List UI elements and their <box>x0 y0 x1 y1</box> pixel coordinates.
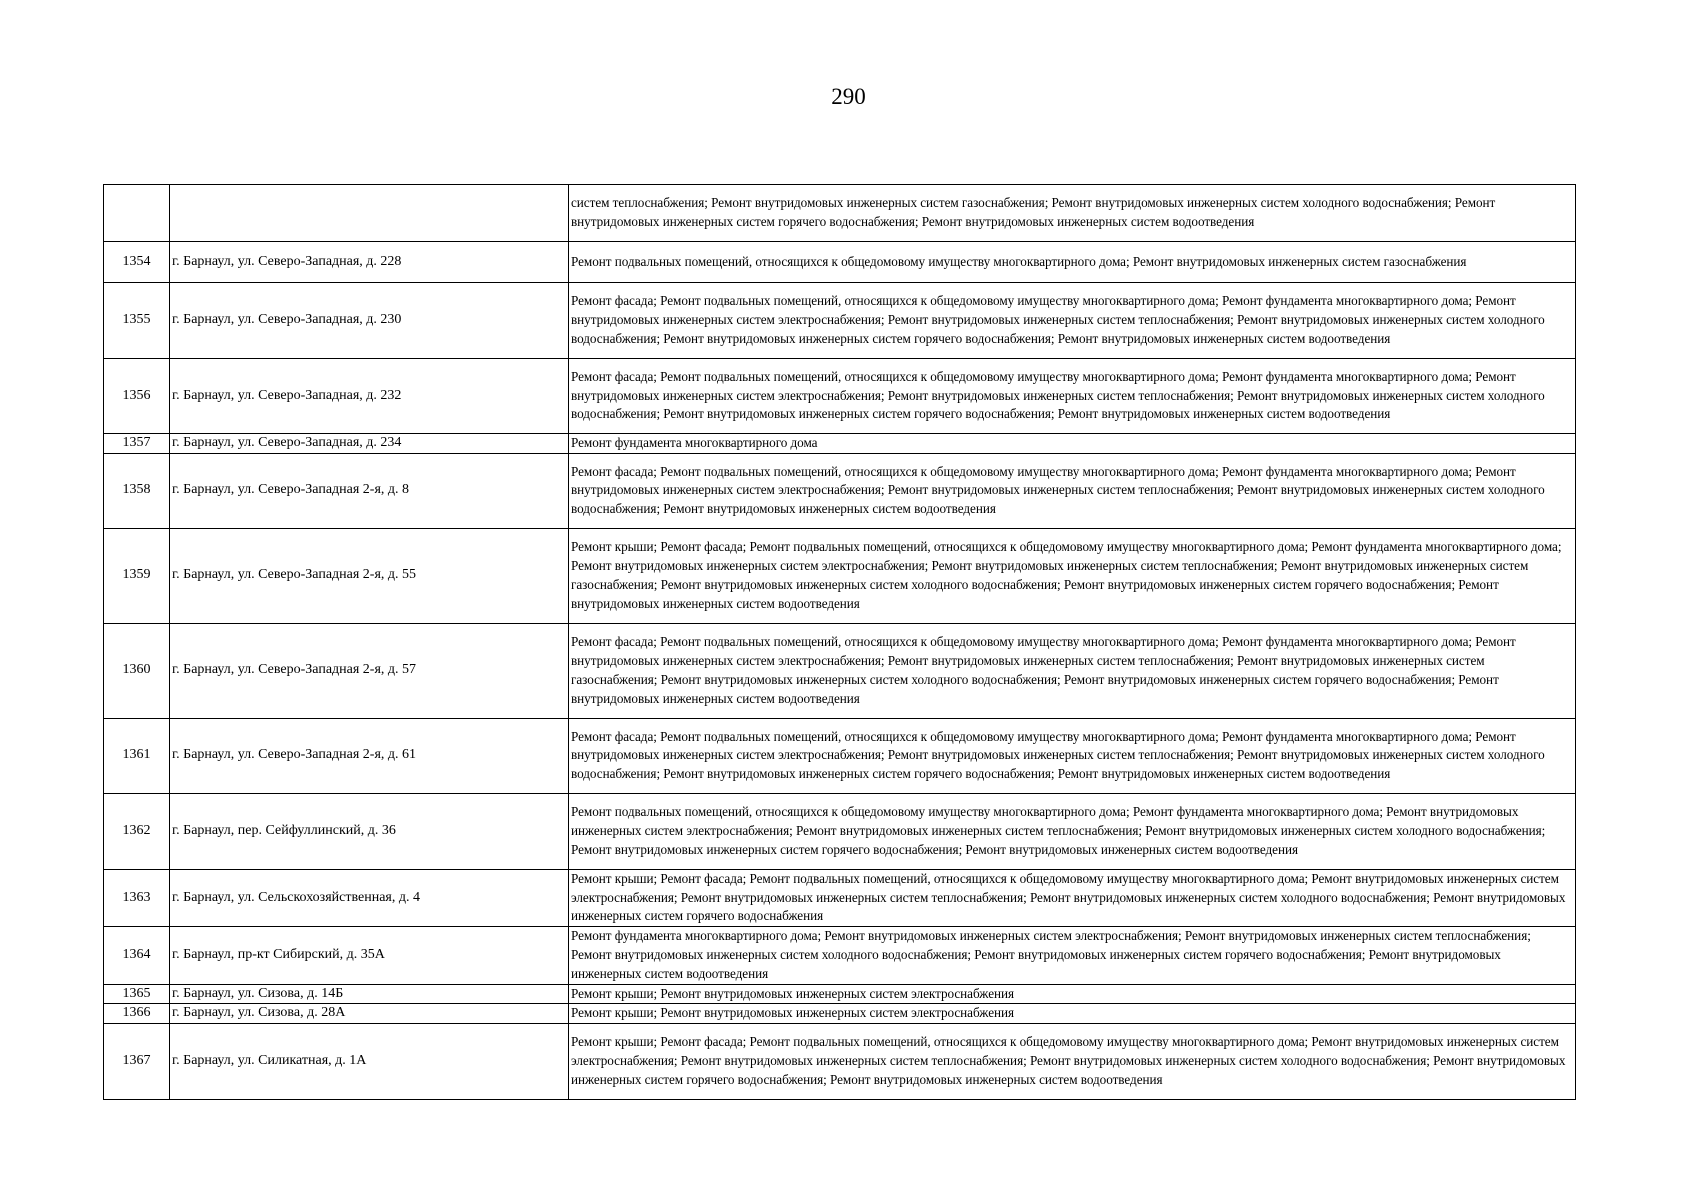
row-number: 1367 <box>104 1024 170 1100</box>
row-address: г. Барнаул, ул. Северо-Западная, д. 232 <box>170 359 569 434</box>
table-row <box>104 1004 1576 1024</box>
row-works: Ремонт крыши; Ремонт фасада; Ремонт подвальных помещений, относящихся к общедомовому имуществу многоквартирного дома; Ремонт внутридомовых инженерных систем электроснабжения; Ремонт внутридомовых инженерных систем теплоснабжения; Ремонт внутридомовых инженерных систем холодного водоснабжения; Ремонт внутридомовых инженерных систем горячего водоснабжения <box>569 869 1576 926</box>
row-works: систем теплоснабжения; Ремонт внутридомовых инженерных систем газоснабжения; Ремонт внутридомовых инженерных систем холодного водоснабжения; Ремонт внутридомовых инженерных систем горячего водоснабжения; Ремонт внутридомовых инженерных систем водоотведения <box>569 185 1576 242</box>
row-address: г. Барнаул, ул. Силикатная, д. 1А <box>170 1024 569 1100</box>
row-number: 1357 <box>104 434 170 454</box>
table-row <box>104 453 1576 528</box>
row-address: г. Барнаул, ул. Сельскохозяйственная, д. 4 <box>170 869 569 926</box>
row-number: 1365 <box>104 984 170 1004</box>
table-row <box>104 242 1576 283</box>
row-number: 1362 <box>104 793 170 869</box>
row-works: Ремонт фасада; Ремонт подвальных помещений, относящихся к общедомовому имуществу многоквартирного дома; Ремонт фундамента многоквартирного дома; Ремонт внутридомовых инженерных систем электроснабжения; Ремонт внутридомовых инженерных систем теплоснабжения; Ремонт внутридомовых инженерных систем газоснабжения; Ремонт внутридомовых инженерных систем холодного водоснабжения; Ремонт внутридомовых инженерных систем горячего водоснабжения; Ремонт внутридомовых инженерных систем водоотведения <box>569 623 1576 718</box>
table-row <box>104 185 1576 242</box>
row-number: 1354 <box>104 242 170 283</box>
row-number: 1361 <box>104 718 170 793</box>
row-number: 1363 <box>104 869 170 926</box>
row-works: Ремонт фасада; Ремонт подвальных помещений, относящихся к общедомовому имуществу многоквартирного дома; Ремонт фундамента многоквартирного дома; Ремонт внутридомовых инженерных систем электроснабжения; Ремонт внутридомовых инженерных систем теплоснабжения; Ремонт внутридомовых инженерных систем холодного водоснабжения; Ремонт внутридомовых инженерных систем горячего водоснабжения; Ремонт внутридомовых инженерных систем водоотведения <box>569 283 1576 359</box>
table-row <box>104 927 1576 984</box>
row-number <box>104 185 170 242</box>
table-row <box>104 359 1576 434</box>
row-address: г. Барнаул, ул. Северо-Западная, д. 230 <box>170 283 569 359</box>
row-address: г. Барнаул, ул. Северо-Западная 2-я, д. 61 <box>170 718 569 793</box>
row-number: 1360 <box>104 623 170 718</box>
row-address: г. Барнаул, ул. Северо-Западная 2-я, д. 57 <box>170 623 569 718</box>
row-address <box>170 185 569 242</box>
table-row <box>104 528 1576 623</box>
table-row <box>104 869 1576 926</box>
table-row <box>104 793 1576 869</box>
row-works: Ремонт крыши; Ремонт внутридомовых инженерных систем электроснабжения <box>569 984 1576 1004</box>
row-address: г. Барнаул, пер. Сейфуллинский, д. 36 <box>170 793 569 869</box>
row-works: Ремонт крыши; Ремонт внутридомовых инженерных систем электроснабжения <box>569 1004 1576 1024</box>
table-row <box>104 718 1576 793</box>
row-works: Ремонт фасада; Ремонт подвальных помещений, относящихся к общедомовому имуществу многоквартирного дома; Ремонт фундамента многоквартирного дома; Ремонт внутридомовых инженерных систем электроснабжения; Ремонт внутридомовых инженерных систем теплоснабжения; Ремонт внутридомовых инженерных систем холодного водоснабжения; Ремонт внутридомовых инженерных систем водоотведения <box>569 453 1576 528</box>
row-address: г. Барнаул, пр-кт Сибирский, д. 35А <box>170 927 569 984</box>
row-works: Ремонт фундамента многоквартирного дома <box>569 434 1576 454</box>
row-address: г. Барнаул, ул. Северо-Западная 2-я, д. 55 <box>170 528 569 623</box>
row-works: Ремонт подвальных помещений, относящихся к общедомовому имуществу многоквартирного дома; Ремонт фундамента многоквартирного дома; Ремонт внутридомовых инженерных систем электроснабжения; Ремонт внутридомовых инженерных систем теплоснабжения; Ремонт внутридомовых инженерных систем холодного водоснабжения; Ремонт внутридомовых инженерных систем горячего водоснабжения; Ремонт внутридомовых инженерных систем водоотведения <box>569 793 1576 869</box>
row-number: 1356 <box>104 359 170 434</box>
table-row <box>104 434 1576 454</box>
row-number: 1359 <box>104 528 170 623</box>
row-works: Ремонт крыши; Ремонт фасада; Ремонт подвальных помещений, относящихся к общедомовому имуществу многоквартирного дома; Ремонт фундамента многоквартирного дома; Ремонт внутридомовых инженерных систем электроснабжения; Ремонт внутридомовых инженерных систем теплоснабжения; Ремонт внутридомовых инженерных систем газоснабжения; Ремонт внутридомовых инженерных систем холодного водоснабжения; Ремонт внутридомовых инженерных систем горячего водоснабжения; Ремонт внутридомовых инженерных систем водоотведения <box>569 528 1576 623</box>
row-address: г. Барнаул, ул. Северо-Западная, д. 234 <box>170 434 569 454</box>
row-works: Ремонт фундамента многоквартирного дома; Ремонт внутридомовых инженерных систем электроснабжения; Ремонт внутридомовых инженерных систем теплоснабжения; Ремонт внутридомовых инженерных систем холодного водоснабжения; Ремонт внутридомовых инженерных систем горячего водоснабжения; Ремонт внутридомовых инженерных систем водоотведения <box>569 927 1576 984</box>
row-address: г. Барнаул, ул. Сизова, д. 28А <box>170 1004 569 1024</box>
row-number: 1366 <box>104 1004 170 1024</box>
row-address: г. Барнаул, ул. Сизова, д. 14Б <box>170 984 569 1004</box>
row-works: Ремонт подвальных помещений, относящихся к общедомовому имуществу многоквартирного дома; Ремонт внутридомовых инженерных систем газоснабжения <box>569 242 1576 283</box>
row-works: Ремонт фасада; Ремонт подвальных помещений, относящихся к общедомовому имуществу многоквартирного дома; Ремонт фундамента многоквартирного дома; Ремонт внутридомовых инженерных систем электроснабжения; Ремонт внутридомовых инженерных систем теплоснабжения; Ремонт внутридомовых инженерных систем холодного водоснабжения; Ремонт внутридомовых инженерных систем горячего водоснабжения; Ремонт внутридомовых инженерных систем водоотведения <box>569 718 1576 793</box>
page-number: 290 <box>831 84 866 109</box>
table-row <box>104 283 1576 359</box>
table-row <box>104 623 1576 718</box>
row-number: 1355 <box>104 283 170 359</box>
housing-repair-table <box>103 184 1576 1100</box>
row-works: Ремонт фасада; Ремонт подвальных помещений, относящихся к общедомовому имуществу многоквартирного дома; Ремонт фундамента многоквартирного дома; Ремонт внутридомовых инженерных систем электроснабжения; Ремонт внутридомовых инженерных систем теплоснабжения; Ремонт внутридомовых инженерных систем холодного водоснабжения; Ремонт внутридомовых инженерных систем горячего водоснабжения; Ремонт внутридомовых инженерных систем водоотведения <box>569 359 1576 434</box>
table-row <box>104 1024 1576 1100</box>
row-works: Ремонт крыши; Ремонт фасада; Ремонт подвальных помещений, относящихся к общедомовому имуществу многоквартирного дома; Ремонт внутридомовых инженерных систем электроснабжения; Ремонт внутридомовых инженерных систем теплоснабжения; Ремонт внутридомовых инженерных систем холодного водоснабжения; Ремонт внутридомовых инженерных систем горячего водоснабжения; Ремонт внутридомовых инженерных систем водоотведения <box>569 1024 1576 1100</box>
row-number: 1364 <box>104 927 170 984</box>
row-number: 1358 <box>104 453 170 528</box>
row-address: г. Барнаул, ул. Северо-Западная, д. 228 <box>170 242 569 283</box>
table-row <box>104 984 1576 1004</box>
row-address: г. Барнаул, ул. Северо-Западная 2-я, д. 8 <box>170 453 569 528</box>
